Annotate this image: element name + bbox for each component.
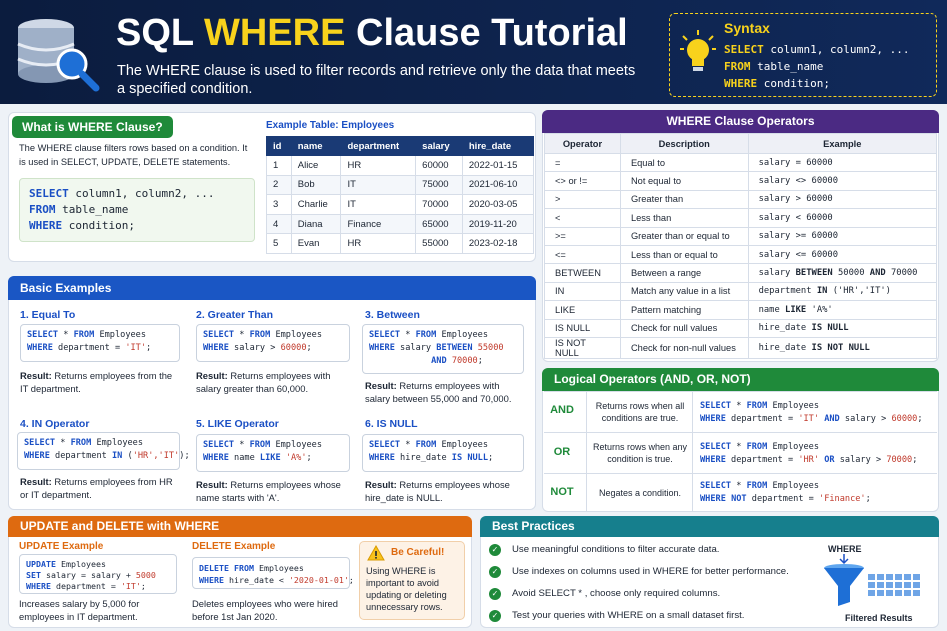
table-cell: Greater than or equal to <box>620 227 748 245</box>
example-2-heading: 2. Greater Than <box>196 309 274 321</box>
table-cell: 2020-03-05 <box>462 195 533 215</box>
table-row <box>545 154 937 172</box>
table-cell: 2 <box>267 175 292 195</box>
best-practices-title: Best Practices <box>480 516 939 537</box>
syntax-code: SELECT column1, column2, ... FROM table_name WHERE condition; <box>724 43 910 90</box>
table-cell: Bob <box>291 175 341 195</box>
table-row <box>267 214 534 234</box>
example-6-heading: 6. IS NULL <box>365 418 418 430</box>
update-example-heading: UPDATE Example <box>19 541 104 552</box>
logical-row-and: AND Returns rows when all conditions are true. SELECT * FROM Employees WHERE department = 'IT' AND salary > 60000; <box>544 391 937 432</box>
table-cell: <= <box>545 245 621 263</box>
database-search-icon <box>12 14 102 94</box>
table-row <box>545 337 937 358</box>
table-cell: IT <box>341 175 416 195</box>
funnel-filter-icon <box>818 552 930 610</box>
table-cell: <> or != <box>545 172 621 190</box>
funnel-label: WHERE <box>828 544 862 554</box>
warning-icon <box>367 545 385 561</box>
table-cell: Check for null values <box>620 319 748 337</box>
table-row <box>267 156 534 176</box>
best-practice-text: Avoid SELECT * , choose only required columns. <box>512 588 721 599</box>
table-cell: salary <> 60000 <box>748 172 936 190</box>
table-cell: Pattern matching <box>620 301 748 319</box>
delete-example-heading: DELETE Example <box>192 541 276 552</box>
example-3-heading: 3. Between <box>365 309 420 321</box>
table-cell: HR <box>341 234 416 254</box>
table-cell: >= <box>545 227 621 245</box>
careful-title: Be Careful! <box>391 547 445 558</box>
table-cell: 60000 <box>416 156 463 176</box>
best-practice-text: Test your queries with WHERE on a small dataset first. <box>512 610 745 621</box>
table-cell: LIKE <box>545 301 621 319</box>
table-cell: 65000 <box>416 214 463 234</box>
table-cell: 2019-11-20 <box>462 214 533 234</box>
table-cell: salary > 60000 <box>748 190 936 208</box>
table-row <box>267 195 534 215</box>
check-circle-icon: ✓ <box>489 588 501 600</box>
check-circle-icon: ✓ <box>489 544 501 556</box>
table-cell: Less than <box>620 209 748 227</box>
table-cell: HR <box>341 156 416 176</box>
table-cell: < <box>545 209 621 227</box>
table-cell: name LIKE 'A%' <box>748 301 936 319</box>
employees-col-salary: salary <box>416 137 463 156</box>
update-example-result: Increases salary by 5,000 for employees in IT department. <box>19 598 140 622</box>
table-row <box>545 227 937 245</box>
table-cell: Equal to <box>620 154 748 172</box>
example-2-result: Result: Returns employees with salary greater than 60,000. <box>196 370 331 394</box>
table-cell: 2021-06-10 <box>462 175 533 195</box>
table-cell: 2023-02-18 <box>462 234 533 254</box>
example-4-heading: 4. IN Operator <box>20 418 90 430</box>
employees-table-title: Example Table: Employees <box>266 120 395 131</box>
table-cell: 55000 <box>416 234 463 254</box>
table-cell: 75000 <box>416 175 463 195</box>
example-2-code: SELECT * FROM Employees WHERE salary > 60000; <box>196 324 350 362</box>
operators-title: WHERE Clause Operators <box>542 110 939 133</box>
basic-examples-title: Basic Examples <box>8 276 536 300</box>
employees-col-id: id <box>267 137 292 156</box>
table-cell: salary = 60000 <box>748 154 936 172</box>
check-circle-icon: ✓ <box>489 610 501 622</box>
table-cell: salary BETWEEN 50000 AND 70000 <box>748 264 936 282</box>
example-1-code: SELECT * FROM Employees WHERE department = 'IT'; <box>20 324 180 362</box>
table-row <box>267 175 534 195</box>
table-cell: 1 <box>267 156 292 176</box>
operators-table <box>544 133 937 359</box>
delete-example-result: Deletes employees who were hired before 1st Jan 2020. <box>192 598 338 622</box>
table-row <box>545 282 937 300</box>
table-cell: Greater than <box>620 190 748 208</box>
best-practice-text: Use meaningful conditions to filter accurate data. <box>512 544 720 555</box>
table-cell: salary < 60000 <box>748 209 936 227</box>
employees-col-name: name <box>291 137 341 156</box>
operators-col-example: Example <box>748 134 936 154</box>
table-cell: salary >= 60000 <box>748 227 936 245</box>
delete-example-code: DELETE FROM Employees WHERE hire_date < '2020-01-01'; <box>192 557 350 589</box>
table-cell: Alice <box>291 156 341 176</box>
what-is-where-desc: The WHERE clause filters rows based on a condition. It is used in SELECT, UPDATE, DELETE statements. <box>19 143 248 167</box>
table-cell: IT <box>341 195 416 215</box>
check-circle-icon: ✓ <box>489 566 501 578</box>
best-practice-text: Use indexes on columns used in WHERE for better performance. <box>512 566 789 577</box>
what-is-where-title: What is WHERE Clause? <box>12 116 173 138</box>
table-row <box>545 264 937 282</box>
logical-divider-2 <box>692 391 693 511</box>
example-5-code: SELECT * FROM Employees WHERE name LIKE 'A%'; <box>196 434 350 472</box>
table-row <box>545 245 937 263</box>
syntax-title: Syntax <box>724 20 770 36</box>
table-row <box>267 234 534 254</box>
operators-col-operator: Operator <box>545 134 621 154</box>
example-5-heading: 5. LIKE Operator <box>196 418 279 430</box>
example-3-result: Result: Returns employees with salary between 55,000 and 70,000. <box>365 380 512 404</box>
example-6-code: SELECT * FROM Employees WHERE hire_date IS NULL; <box>362 434 524 472</box>
logical-row-or: OR Returns rows when any condition is true. SELECT * FROM Employees WHERE department = 'HR' OR salary > 70000; <box>544 432 937 473</box>
table-cell: 3 <box>267 195 292 215</box>
page-subtitle: The WHERE clause is used to filter records and retrieve only the data that meets a specified condition. <box>117 63 636 97</box>
operators-col-description: Description <box>620 134 748 154</box>
table-cell: Check for non-null values <box>620 337 748 358</box>
what-is-where-code: SELECT column1, column2, ... FROM table_name WHERE condition; <box>19 178 255 242</box>
table-cell: = <box>545 154 621 172</box>
page-title: SQL WHERE Clause Tutorial <box>116 12 628 54</box>
table-cell: Evan <box>291 234 341 254</box>
table-cell: IS NOT NULL <box>545 337 621 358</box>
table-cell: > <box>545 190 621 208</box>
employees-table <box>266 136 534 254</box>
careful-text: Using WHERE is important to avoid updating or deleting unnecessary rows. <box>366 566 447 612</box>
table-cell: 70000 <box>416 195 463 215</box>
example-5-result: Result: Returns employees whose name starts with 'A'. <box>196 479 341 503</box>
update-delete-title: UPDATE and DELETE with WHERE <box>8 516 472 537</box>
example-6-result: Result: Returns employees whose hire_date is NULL. <box>365 479 510 503</box>
update-example-code: UPDATE Employees SET salary = salary + 5000 WHERE department = 'IT'; <box>19 554 177 594</box>
table-cell: hire_date IS NOT NULL <box>748 337 936 358</box>
example-1-result: Result: Returns employees from the IT department. <box>20 370 173 394</box>
table-cell: hire_date IS NULL <box>748 319 936 337</box>
logical-row-not: NOT Negates a condition. SELECT * FROM Employees WHERE NOT department = 'Finance'; <box>544 473 937 511</box>
syntax-box <box>669 13 937 97</box>
table-cell: Between a range <box>620 264 748 282</box>
header-banner <box>0 0 947 104</box>
table-cell: Not equal to <box>620 172 748 190</box>
employees-col-department: department <box>341 137 416 156</box>
table-row <box>545 209 937 227</box>
example-4-result: Result: Returns employees from HR or IT department. <box>20 476 173 500</box>
table-cell: Charlie <box>291 195 341 215</box>
logical-operators-title: Logical Operators (AND, OR, NOT) <box>542 368 939 391</box>
table-row <box>545 301 937 319</box>
example-1-heading: 1. Equal To <box>20 309 76 321</box>
employees-col-hire_date: hire_date <box>462 137 533 156</box>
logical-divider-1 <box>586 391 587 511</box>
table-cell: Match any value in a list <box>620 282 748 300</box>
table-row <box>545 319 937 337</box>
example-4-code: SELECT * FROM Employees WHERE department IN ('HR','IT'); <box>17 432 180 470</box>
table-cell: Diana <box>291 214 341 234</box>
table-cell: 2022-01-15 <box>462 156 533 176</box>
table-cell: Less than or equal to <box>620 245 748 263</box>
table-cell: department IN ('HR','IT') <box>748 282 936 300</box>
table-cell: Finance <box>341 214 416 234</box>
table-cell: IS NULL <box>545 319 621 337</box>
example-3-code: SELECT * FROM Employees WHERE salary BETWEEN 55000 AND 70000; <box>362 324 524 374</box>
lightbulb-icon <box>680 30 716 76</box>
funnel-caption: Filtered Results <box>845 613 913 623</box>
table-cell: 4 <box>267 214 292 234</box>
table-cell: IN <box>545 282 621 300</box>
table-row <box>545 172 937 190</box>
table-cell: salary <= 60000 <box>748 245 936 263</box>
table-cell: BETWEEN <box>545 264 621 282</box>
table-cell: 5 <box>267 234 292 254</box>
table-row <box>545 190 937 208</box>
